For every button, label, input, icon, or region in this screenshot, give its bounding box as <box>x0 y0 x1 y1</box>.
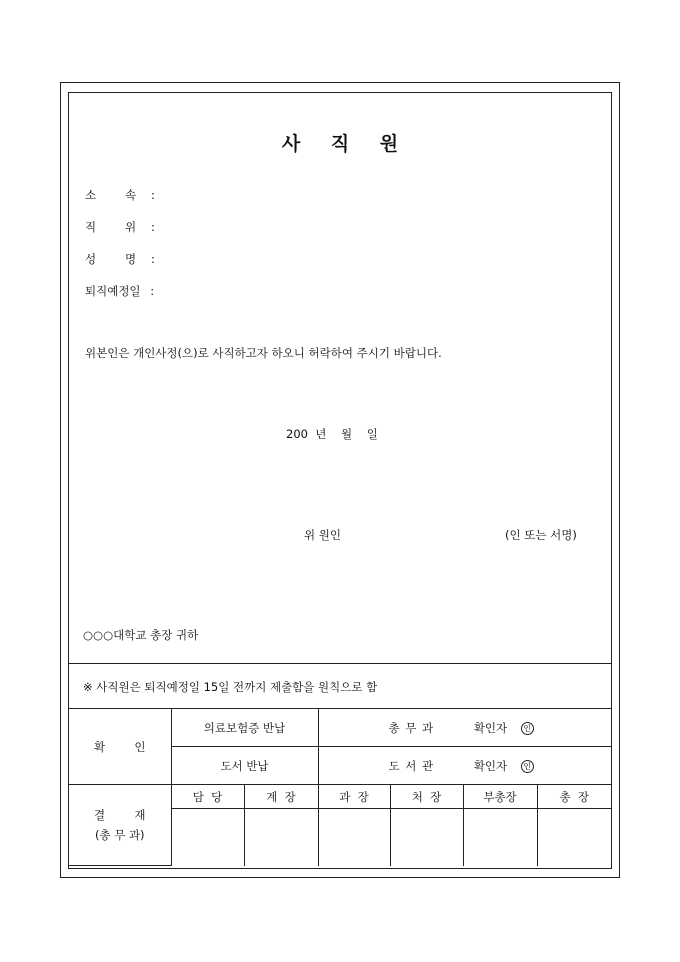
confirm-item: 도서 반납 <box>171 747 318 785</box>
approval-label <box>69 785 171 866</box>
approval-column: 담 당 <box>171 785 244 809</box>
approval-column: 계 장 <box>244 785 318 809</box>
approval-sign-cell[interactable] <box>244 809 318 866</box>
confirmer-label: 확인자 <box>473 758 508 773</box>
approval-label-line1: 결 재 <box>94 808 146 822</box>
signature-note[interactable]: (인 또는 서명) <box>505 528 577 542</box>
approval-sign-cell[interactable] <box>463 809 537 866</box>
form-title <box>69 129 613 156</box>
title-char: 사 <box>281 133 303 155</box>
approval-sign-cell[interactable] <box>171 809 244 866</box>
form-frame <box>68 92 612 869</box>
title-char: 원 <box>379 133 401 155</box>
approval-column: 부총장 <box>463 785 537 809</box>
confirm-dept: 총 무 과 <box>388 720 435 735</box>
field-colon: : <box>151 220 155 234</box>
approval-sign-cell[interactable] <box>390 809 463 866</box>
approval-column: 처 장 <box>390 785 463 809</box>
recipient-line: ○○○대학교 총장 귀하 <box>83 628 199 642</box>
confirmer-label: 확인자 <box>473 720 508 735</box>
field-colon: : <box>151 252 155 266</box>
approval-column: 과 장 <box>318 785 390 809</box>
approval-sign-cell[interactable] <box>318 809 390 866</box>
field-label: 소 속 <box>85 188 137 202</box>
approval-column: 총 장 <box>537 785 611 809</box>
field-planned-date[interactable] <box>85 283 154 299</box>
confirm-row <box>69 709 611 747</box>
notice-text: ※ 사직원은 퇴직예정일 15일 전까지 제출함을 원칙으로 함 <box>83 680 378 694</box>
confirm-item: 의료보험증 반납 <box>171 709 318 747</box>
date-line[interactable]: 200 년 월 일 <box>286 427 378 441</box>
field-affiliation[interactable] <box>85 187 155 203</box>
confirm-dept-cell[interactable] <box>318 747 611 785</box>
applicant-label: 위 원인 <box>304 528 341 542</box>
seal-icon: 인 <box>521 722 534 735</box>
approval-header-row <box>69 785 611 809</box>
body-text: 위본인은 개인사정(으)로 사직하고자 하오니 허락하여 주시기 바랍니다. <box>85 346 442 360</box>
divider <box>69 663 611 664</box>
field-label: 직 위 <box>85 220 137 234</box>
confirm-dept-cell[interactable] <box>318 709 611 747</box>
field-colon: : <box>150 284 155 298</box>
title-char: 직 <box>330 133 352 155</box>
confirm-dept: 도 서 관 <box>388 758 435 773</box>
field-label: 성 명 <box>85 252 137 266</box>
approval-label-line2: (총 무 과) <box>94 828 145 842</box>
field-colon: : <box>151 188 155 202</box>
field-name[interactable] <box>85 251 155 267</box>
confirm-approval-table <box>69 708 611 866</box>
field-position[interactable] <box>85 219 155 235</box>
approval-sign-cell[interactable] <box>537 809 611 866</box>
field-label: 퇴직예정일 <box>85 284 141 298</box>
confirm-label: 확 인 <box>69 709 171 785</box>
seal-icon: 인 <box>521 760 534 773</box>
